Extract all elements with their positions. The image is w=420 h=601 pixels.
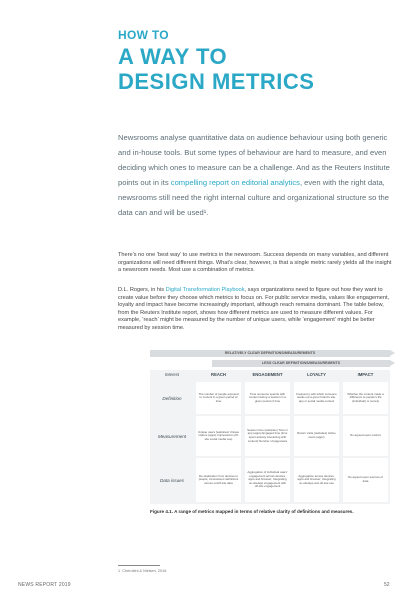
- band-arrow-head: [390, 350, 395, 356]
- band-less-clear: [212, 360, 390, 367]
- table-cell: Session time (websites) Time in app (apps) Engaged time (time spent actively interacting with content) Number of pageviews: [245, 416, 290, 456]
- table-cell: Whether the content made a difference to people’s life (individual) or society: [343, 382, 388, 414]
- header-interest: Interest: [165, 372, 179, 377]
- p2-text-2: , says organizations need to figure out how they want to create value before they choose which metrics to focus on. For public service media, values like engagement, loyalty and impact have become increasingly important, although reach remains dominant. The table below, from the Reuters Institute report, shows how different metrics are used to measure different values. For example, ‘reach’ might be measured by the number of unique users, while ‘engagement’ might be better measured by session time.: [118, 287, 390, 331]
- lead-text-2: , even with the right data, newsrooms still need the right internal culture and organizational structure so the data can and will be used¹.: [118, 178, 389, 217]
- table-cell: Aggregation of individual users’ engagement across devices, apps and browser; Integrating on-site/app engagement with off-site engagement: [245, 458, 290, 502]
- section-kicker: HOW TO: [118, 28, 169, 42]
- band-relatively-clear-label: RELATIVELY CLEAR DEFINITIONS/MEASUREMENTS: [224, 351, 316, 355]
- header-reach: REACH: [211, 372, 226, 377]
- metrics-figure: [150, 350, 390, 504]
- figure-caption: Figure 4.1. A range of metrics mapped in terms of relative clarity of definitions and measures.: [150, 509, 354, 514]
- row-label-data-issues: Data issues: [159, 478, 184, 483]
- table-cell: Unique users (websites) Unique visitors (apps) Impressions (off-site social media use): [196, 416, 241, 456]
- lead-text-1: Newsrooms analyse quantitative data on audience behaviour using both generic and in-house tools. But some types of behaviour are hard to measure, and even deciding which ones to measure can be a challenge. And as the Reuters Institute points out in its: [118, 133, 390, 187]
- p2-text-1: D.L. Rogers, in his: [118, 287, 166, 293]
- header-impact: IMPACT: [357, 372, 374, 377]
- report-link[interactable]: compelling report on editorial analytics: [170, 178, 300, 187]
- row-label-measurement: Measurement: [157, 434, 187, 439]
- table-cell: Return visits (websites) Active users (apps): [294, 416, 339, 456]
- table-cell: No agreed upon sources of data: [343, 458, 388, 502]
- band-less-clear-label: LESS CLEAR DEFINITIONS/MEASUREMENTS: [261, 361, 341, 365]
- band-relatively-clear: [150, 350, 390, 357]
- footnote: 1 Cherubini & Nielsen, 2016: [118, 569, 167, 573]
- footer-publication: NEWS REPORT 2019: [18, 582, 71, 588]
- playbook-link[interactable]: Digital Transformation Playbook: [165, 287, 245, 293]
- page-number: 52: [384, 582, 390, 588]
- row-label-definition: Definition: [162, 396, 182, 401]
- table-cell: Frequency with which someone seeks out a given brand’s site, app or social media content: [294, 382, 339, 414]
- header-loyalty: LOYALTY: [307, 372, 326, 377]
- title-line-1: A WAY TO: [118, 44, 228, 69]
- body-paragraph-1: There’s no one ‘best way’ to use metrics in the newsroom. Success depends on many variables, and different organizations will need different things. What’s clear, however, is that a single metric rarely yields all the insight a newsroom needs. Most use a combination of metrics.: [118, 252, 392, 274]
- table-cell: Time someone spends with content during a session in a given period of time: [245, 382, 290, 414]
- table-cell: The number of people exposed to content in a given period of time: [196, 382, 241, 414]
- title-line-2: DESIGN METRICS: [118, 69, 315, 94]
- page-title: [118, 44, 314, 94]
- header-engagement: ENGAGEMENT: [252, 372, 283, 377]
- table-cell: Aggregation across devices, apps and browser; Integrating on-site/app and off-site use: [294, 458, 339, 502]
- body-paragraph-2: [118, 287, 393, 333]
- footnote-rule: [118, 565, 160, 566]
- lead-paragraph: [118, 130, 390, 220]
- table-cell: No agreed upon metrics: [343, 416, 388, 456]
- band-arrow-head: [390, 360, 395, 366]
- metrics-table: [150, 370, 390, 504]
- table-cell: De-duplication from devices to people; Inconsistent definitions across on/off-site data: [196, 458, 241, 502]
